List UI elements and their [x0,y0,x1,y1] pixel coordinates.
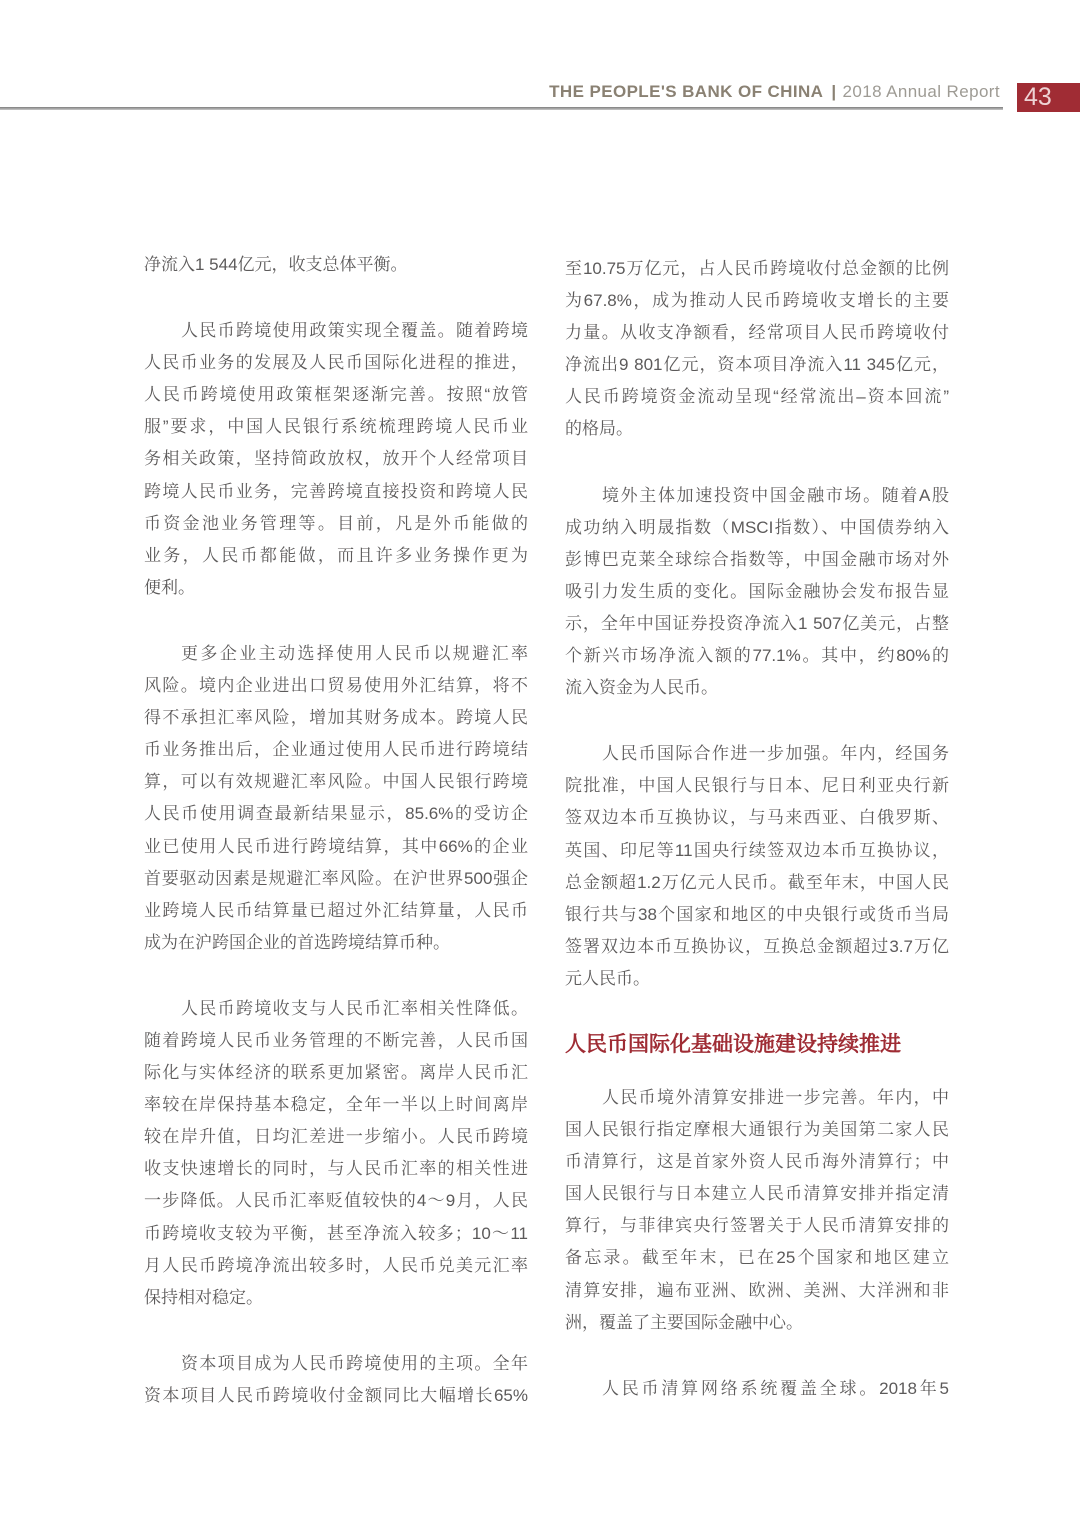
bank-name: THE PEOPLE'S BANK OF CHINA [549,82,824,101]
text-line: 务相关政策，坚持简政放权，放开个人经常项目 [144,449,528,469]
text-line: 国人民银行指定摩根大通银行为美国第二家人民 [565,1120,949,1140]
text-line: 洲，覆盖了主要国际金融中心。 [565,1312,803,1332]
text-line: 人民币跨境收支与人民币汇率相关性降低。 [181,998,528,1018]
text-line: 人民币跨境使用政策实现全覆盖。随着跨境 [181,321,528,341]
text-line: 国人民银行与日本建立人民币清算安排并指定清 [565,1184,949,1204]
text-line: 个新兴市场净流入额的77.1%。其中，约80%的 [565,646,949,666]
paragraph [144,993,528,1314]
text-line: 吸引力发生质的变化。国际金融协会发布报告显 [565,581,949,601]
paragraph [144,1348,528,1412]
page-number: 43 [1024,83,1052,111]
text-line: 的格局。 [565,419,633,439]
text-line: 跨境人民币业务，完善跨境直接投资和跨境人民 [144,481,528,501]
text-line: 较在岸升值，日均汇差进一步缩小。人民币跨境 [144,1127,528,1147]
text-line: 币资金池业务管理等。目前，凡是外币能做的 [144,513,528,533]
text-line: 资本项目成为人民币跨境使用的主项。全年 [181,1353,528,1373]
paragraph [565,1082,949,1339]
page-number-badge [1017,83,1080,112]
report-title: 2018 Annual Report [842,82,1000,101]
text-line: 首要驱动因素是规避汇率风险。在沪世界500强企 [144,868,528,888]
text-line: 资本项目人民币跨境收付金额同比大幅增长65% [144,1385,528,1405]
text-line: 得不承担汇率风险，增加其财务成本。跨境人民 [144,708,528,728]
right-column [565,253,949,1405]
text-line: 际化与实体经济的联系更加紧密。离岸人民币汇 [144,1063,528,1083]
text-line: 总金额超1.2万亿元人民币。截至年末，中国人民 [565,872,949,892]
text-line: 备忘录。截至年末，已在25个国家和地区建立 [565,1248,949,1268]
text-line: 便利。 [144,577,195,597]
text-line: 随着跨境人民币业务管理的不断完善，人民币国 [144,1030,528,1050]
text-line: 成功纳入明晟指数（MSCI指数）、中国债券纳入 [565,517,949,537]
text-line: 净流入1 544亿元，收支总体平衡。 [144,255,408,274]
paragraph [144,315,528,604]
text-line: 人民币国际合作进一步加强。年内，经国务 [602,744,949,764]
text-line: 风险。境内企业进出口贸易使用外汇结算，将不 [144,676,528,696]
text-line: 成为在沪跨国企业的首选跨境结算币种。 [144,932,450,952]
text-line: 银行共与38个国家和地区的中央银行或货币当局 [565,904,949,924]
text-line: 签署双边本币互换协议，互换总金额超过3.7万亿 [565,936,949,956]
page-header [549,81,1000,103]
text-line: 人民币境外清算安排进一步完善。年内，中 [602,1087,949,1107]
text-line: 币清算行，这是首家外资人民币海外清算行；中 [565,1152,949,1172]
text-line: 收支快速增长的同时，与人民币汇率的相关性进 [144,1159,528,1179]
left-column [144,249,528,1412]
paragraph [144,638,528,959]
text-line: 人民币跨境资金流动呈现“经常流出–资本回流” [565,387,949,407]
text-line: 院批准，中国人民银行与日本、尼日利亚央行新 [565,776,949,796]
text-line: 算行，与菲律宾央行签署关于人民币清算安排的 [565,1216,949,1236]
text-line: 币业务推出后，企业通过使用人民币进行跨境结 [144,740,528,760]
text-line: 一步降低。人民币汇率贬值较快的4～9月，人民 [144,1191,528,1211]
section-heading: 人民币国际化基础设施建设持续推进 [565,1032,901,1056]
text-line: 至10.75万亿元，占人民币跨境收付总金额的比例 [565,259,949,278]
text-line: 率较在岸保持基本稳定，全年一半以上时间离岸 [144,1095,528,1115]
text-line: 业务，人民币都能做，而且许多业务操作更为 [144,545,528,565]
text-line: 境外主体加速投资中国金融市场。随着A股 [602,485,949,505]
paragraph [565,253,949,446]
text-line: 清算安排，遍布亚洲、欧洲、美洲、大洋洲和非 [565,1280,949,1300]
text-line: 人民币清算网络系统覆盖全球。2018年5 [602,1378,949,1398]
text-line: 人民币业务的发展及人民币国际化进程的推进， [144,353,528,373]
text-line: 签双边本币互换协议，与马来西亚、白俄罗斯、 [565,808,949,828]
text-line: 业跨境人民币结算量已超过外汇结算量，人民币 [144,900,528,920]
text-line: 为67.8%，成为推动人民币跨境收支增长的主要 [565,291,949,311]
header-separator: | [831,82,837,101]
text-line: 月人民币跨境净流出较多时，人民币兑美元汇率 [144,1255,528,1275]
header-rule [0,107,1003,110]
text-line: 元人民币。 [565,968,650,988]
text-line: 人民币跨境使用政策框架逐渐完善。按照“放管 [144,385,528,405]
paragraph [565,738,949,995]
text-line: 净流出9 801亿元，资本项目净流入11 345亿元， [565,355,949,375]
text-line: 服”要求，中国人民银行系统梳理跨境人民币业 [144,417,528,437]
paragraph [565,1373,949,1405]
text-line: 算，可以有效规避汇率风险。中国人民银行跨境 [144,772,528,792]
text-line: 彭博巴克莱全球综合指数等，中国金融市场对外 [565,549,949,569]
text-line: 更多企业主动选择使用人民币以规避汇率 [181,643,528,663]
text-line: 流入资金为人民币。 [565,678,718,698]
paragraph [144,249,528,281]
text-line: 力量。从收支净额看，经常项目人民币跨境收付 [565,323,949,343]
text-line: 业已使用人民币进行跨境结算，其中66%的企业 [144,836,528,856]
text-line: 币跨境收支较为平衡，甚至净流入较多；10～11 [144,1223,528,1243]
text-line: 示，全年中国证券投资净流入1 507亿美元，占整 [565,613,949,633]
text-line: 人民币使用调查最新结果显示，85.6%的受访企 [144,804,528,824]
paragraph [565,480,949,705]
text-line: 保持相对稳定。 [144,1287,263,1307]
text-line: 英国、印尼等11国央行续签双边本币互换协议， [565,840,949,860]
